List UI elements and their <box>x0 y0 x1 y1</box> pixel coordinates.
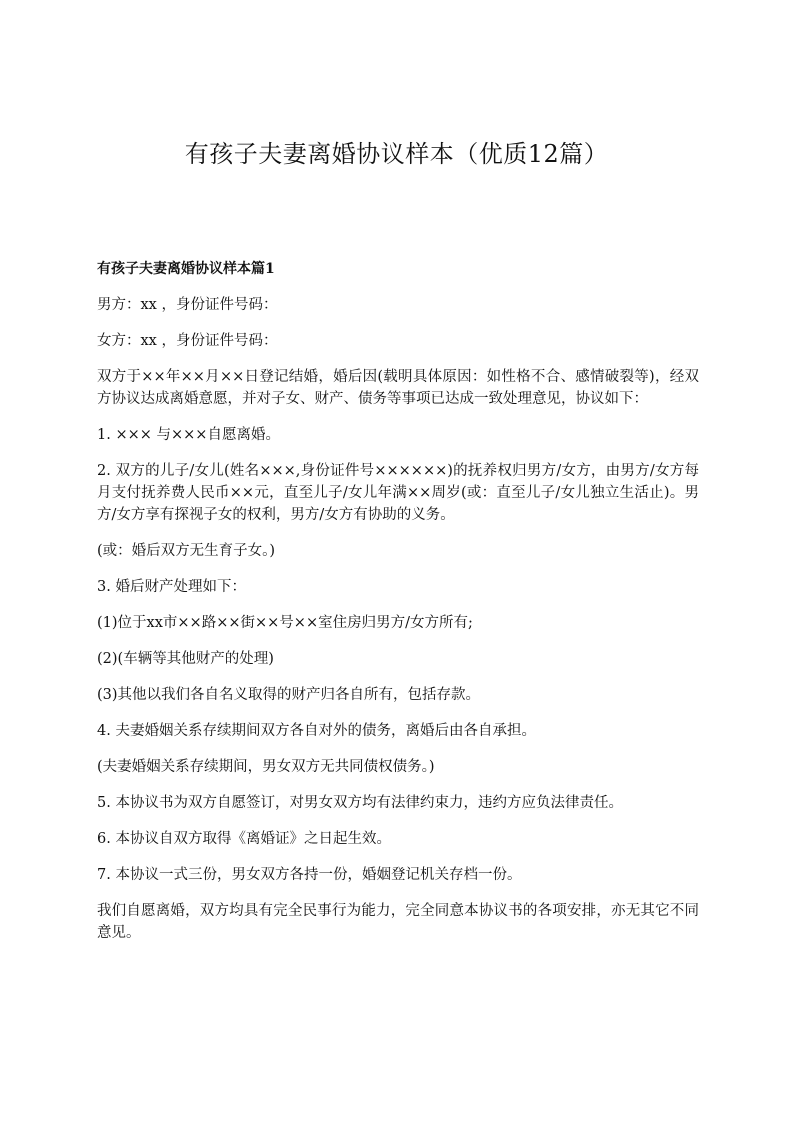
clause-4-alternative: (夫妻婚姻关系存续期间，男女双方无共同债权债务。) <box>97 759 435 775</box>
clause-3-item-3: (3)其他以我们各自名义取得的财产归各自所有，包括存款。 <box>97 687 481 703</box>
clause-4: 4. 夫妻婚姻关系存续期间双方各自对外的债务，离婚后由各自承担。 <box>97 723 536 739</box>
clause-3: 3. 婚后财产处理如下： <box>97 579 246 595</box>
clause-7: 7. 本协议一式三份，男女双方各持一份，婚姻登记机关存档一份。 <box>97 867 522 883</box>
clause-6: 6. 本协议自双方取得《离婚证》之日起生效。 <box>97 831 391 847</box>
clause-3-item-2: (2)(车辆等其他财产的处理) <box>97 651 274 667</box>
party-male-line: 男方：xx ，身份证件号码： <box>97 297 278 313</box>
document-title: 有孩子夫妻离婚协议样本（优质12篇） <box>184 140 609 168</box>
clause-2: 2. 双方的儿子/女儿(姓名×××,身份证件号××××××)的抚养权归男方/女方，由男方/女方每月支付抚养费人民币××元，直至儿子/女儿年满××周岁(或：直至儿子/女儿独立生活止)。男方/女方享有探视子女的权利，男方/女方有协助的义务。 <box>97 463 699 523</box>
clause-5: 5. 本协议书为双方自愿签订，对男女双方均有法律约束力，违约方应负法律责任。 <box>97 795 623 811</box>
clause-1: 1. ××× 与×××自愿离婚。 <box>97 427 280 443</box>
clause-2-alternative: (或：婚后双方无生育子女。) <box>97 543 276 559</box>
document-body <box>97 258 699 958</box>
preamble-paragraph: 双方于××年××月××日登记结婚，婚后因(载明具体原因：如性格不合、感情破裂等)，经双方协议达成离婚意愿，并对子女、财产、债务等事项已达成一致处理意见，协议如下： <box>97 369 699 407</box>
closing-statement: 我们自愿离婚，双方均具有完全民事行为能力，完全同意本协议书的各项安排，亦无其它不同意见。 <box>97 903 699 941</box>
section-heading: 有孩子夫妻离婚协议样本篇1 <box>97 261 275 277</box>
clause-3-item-1: (1)位于xx市××路××街××号××室住房归男方/女方所有; <box>97 615 473 631</box>
party-female-line: 女方：xx ，身份证件号码： <box>97 333 278 349</box>
